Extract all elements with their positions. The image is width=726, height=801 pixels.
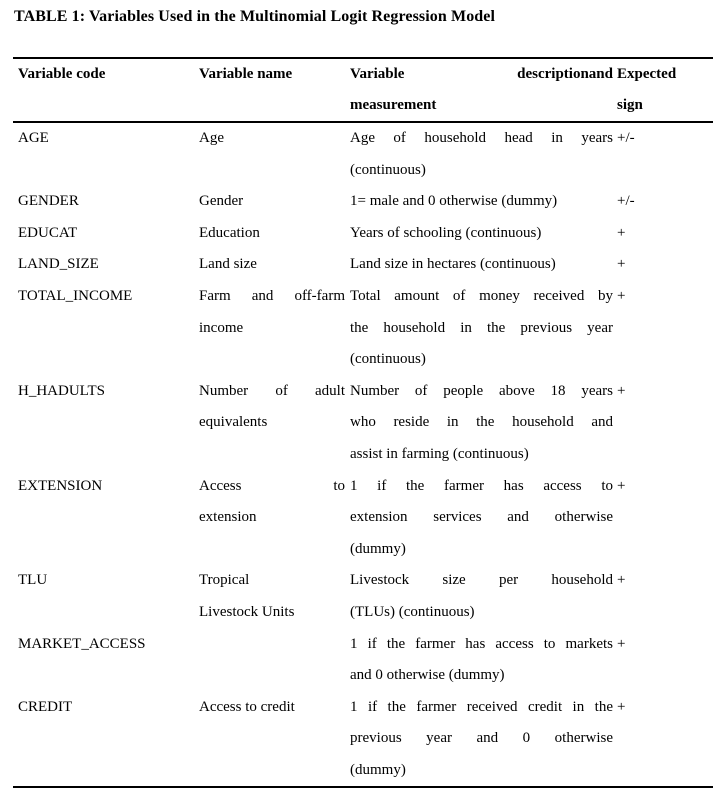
table-row — [13, 471, 713, 566]
expected-sign: + — [617, 224, 626, 241]
cell-variable-code — [13, 471, 199, 503]
cell-expected-sign — [614, 123, 713, 155]
expected-sign: + — [617, 477, 626, 494]
description-line: Number of people above 18 years — [350, 382, 613, 399]
table-row — [13, 692, 713, 787]
expected-sign: + — [617, 572, 626, 589]
header-variable-code — [13, 59, 199, 90]
cell-expected-sign — [614, 218, 713, 250]
variable-code: GENDER — [18, 193, 79, 210]
description-line: Age of household head in years — [350, 130, 613, 146]
variable-name: Access to credit — [199, 698, 295, 715]
cell-variable-code — [13, 186, 199, 218]
description-line: and 0 otherwise (dummy) — [350, 667, 505, 684]
header-line: measurement — [350, 97, 437, 113]
description-line: (dummy) — [350, 761, 406, 778]
header-line: Variable descriptionand — [350, 66, 613, 82]
description-line: 1 if the farmer received credit in the — [350, 698, 613, 715]
table-row — [13, 376, 713, 471]
cell-variable-description — [350, 281, 614, 376]
variable-name: Number of adult — [199, 382, 345, 399]
header-expected-sign — [614, 59, 713, 121]
description-line: Total amount of money received by — [350, 287, 613, 304]
table-row — [13, 281, 713, 376]
description-line: the household in the previous year — [350, 319, 613, 336]
variable-code: LAND_SIZE — [18, 256, 99, 273]
description-line: assist in farming (continuous) — [350, 445, 529, 462]
header-line: Variable code — [18, 66, 106, 82]
cell-variable-name — [199, 471, 350, 534]
header-variable-name — [199, 59, 350, 90]
description-line: Land size in hectares (continuous) — [350, 256, 556, 273]
cell-variable-code — [13, 376, 199, 408]
cell-variable-description — [350, 629, 614, 692]
variable-name: Tropical — [199, 572, 250, 589]
table-row — [13, 629, 713, 692]
cell-variable-name — [199, 249, 350, 281]
table-caption: TABLE 1: Variables Used in the Multinomial Logit Regression Model — [14, 8, 496, 25]
variable-name: extension — [199, 509, 257, 526]
cell-expected-sign — [614, 186, 713, 218]
variable-code: H_HADULTS — [18, 382, 105, 399]
description-line: 1= male and 0 otherwise (dummy) — [350, 193, 558, 210]
variable-name: Land size — [199, 256, 257, 273]
variable-name: Livestock Units — [199, 603, 295, 620]
header-line: Variable name — [199, 66, 293, 82]
variable-code: AGE — [18, 130, 49, 146]
description-line: (continuous) — [350, 161, 426, 178]
cell-variable-name — [199, 123, 350, 155]
cell-expected-sign — [614, 471, 713, 503]
cell-expected-sign — [614, 281, 713, 313]
table-row — [13, 565, 713, 628]
variable-name: Age — [199, 130, 224, 146]
cell-expected-sign — [614, 249, 713, 281]
description-line: (TLUs) (continuous) — [350, 603, 475, 620]
cell-variable-code — [13, 123, 199, 155]
variable-code: TOTAL_INCOME — [18, 287, 133, 304]
description-line: (continuous) — [350, 351, 426, 368]
expected-sign: + — [617, 635, 626, 652]
description-line: Years of schooling (continuous) — [350, 224, 542, 241]
variable-name: Access to — [199, 477, 345, 494]
header-line: Expected — [617, 66, 677, 82]
expected-sign: +/- — [617, 130, 635, 146]
cell-variable-name — [199, 692, 350, 724]
cell-variable-code — [13, 249, 199, 281]
cell-variable-description — [350, 218, 614, 250]
cell-variable-code — [13, 565, 199, 597]
description-line: who reside in the household and — [350, 414, 613, 431]
variable-name: Education — [199, 224, 260, 241]
variable-code: EDUCAT — [18, 224, 78, 241]
variable-name: Farm and off-farm — [199, 287, 345, 304]
variable-name: Gender — [199, 193, 244, 210]
description-line: Livestock size per household — [350, 572, 613, 589]
variable-code: EXTENSION — [18, 477, 103, 494]
description-line: 1 if the farmer has access to — [350, 477, 613, 494]
cell-variable-description — [350, 376, 614, 471]
header-variable-description — [350, 59, 614, 121]
cell-variable-description — [350, 123, 614, 186]
description-line: extension services and otherwise — [350, 509, 613, 526]
variable-name: equivalents — [199, 414, 268, 431]
variable-name: income — [199, 319, 244, 336]
cell-variable-code — [13, 692, 199, 724]
cell-variable-code — [13, 629, 199, 661]
description-line: (dummy) — [350, 540, 406, 557]
table-row — [13, 218, 713, 250]
cell-expected-sign — [614, 629, 713, 661]
cell-variable-code — [13, 218, 199, 250]
expected-sign: + — [617, 698, 626, 715]
description-line: 1 if the farmer has access to markets — [350, 635, 613, 652]
cell-variable-description — [350, 692, 614, 787]
cell-variable-name — [199, 281, 350, 344]
expected-sign: + — [617, 382, 626, 399]
table-row — [13, 186, 713, 218]
description-line: previous year and 0 otherwise — [350, 730, 613, 747]
expected-sign: + — [617, 256, 626, 273]
cell-expected-sign — [614, 376, 713, 408]
table-row — [13, 123, 713, 186]
cell-variable-name — [199, 376, 350, 439]
cell-variable-code — [13, 281, 199, 313]
cell-variable-description — [350, 471, 614, 566]
expected-sign: +/- — [617, 193, 635, 210]
variables-table — [13, 57, 713, 788]
table-body — [13, 123, 713, 786]
expected-sign: + — [617, 287, 626, 304]
cell-variable-name — [199, 186, 350, 218]
variable-code: TLU — [18, 572, 48, 589]
table-row — [13, 249, 713, 281]
variable-code: CREDIT — [18, 698, 73, 715]
cell-variable-description — [350, 186, 614, 218]
cell-variable-description — [350, 249, 614, 281]
cell-variable-name — [199, 218, 350, 250]
cell-expected-sign — [614, 565, 713, 597]
header-line: sign — [617, 97, 643, 113]
variable-code: MARKET_ACCESS — [18, 635, 146, 652]
cell-expected-sign — [614, 692, 713, 724]
table-header-row — [13, 59, 713, 123]
cell-variable-description — [350, 565, 614, 628]
cell-variable-name — [199, 565, 350, 628]
